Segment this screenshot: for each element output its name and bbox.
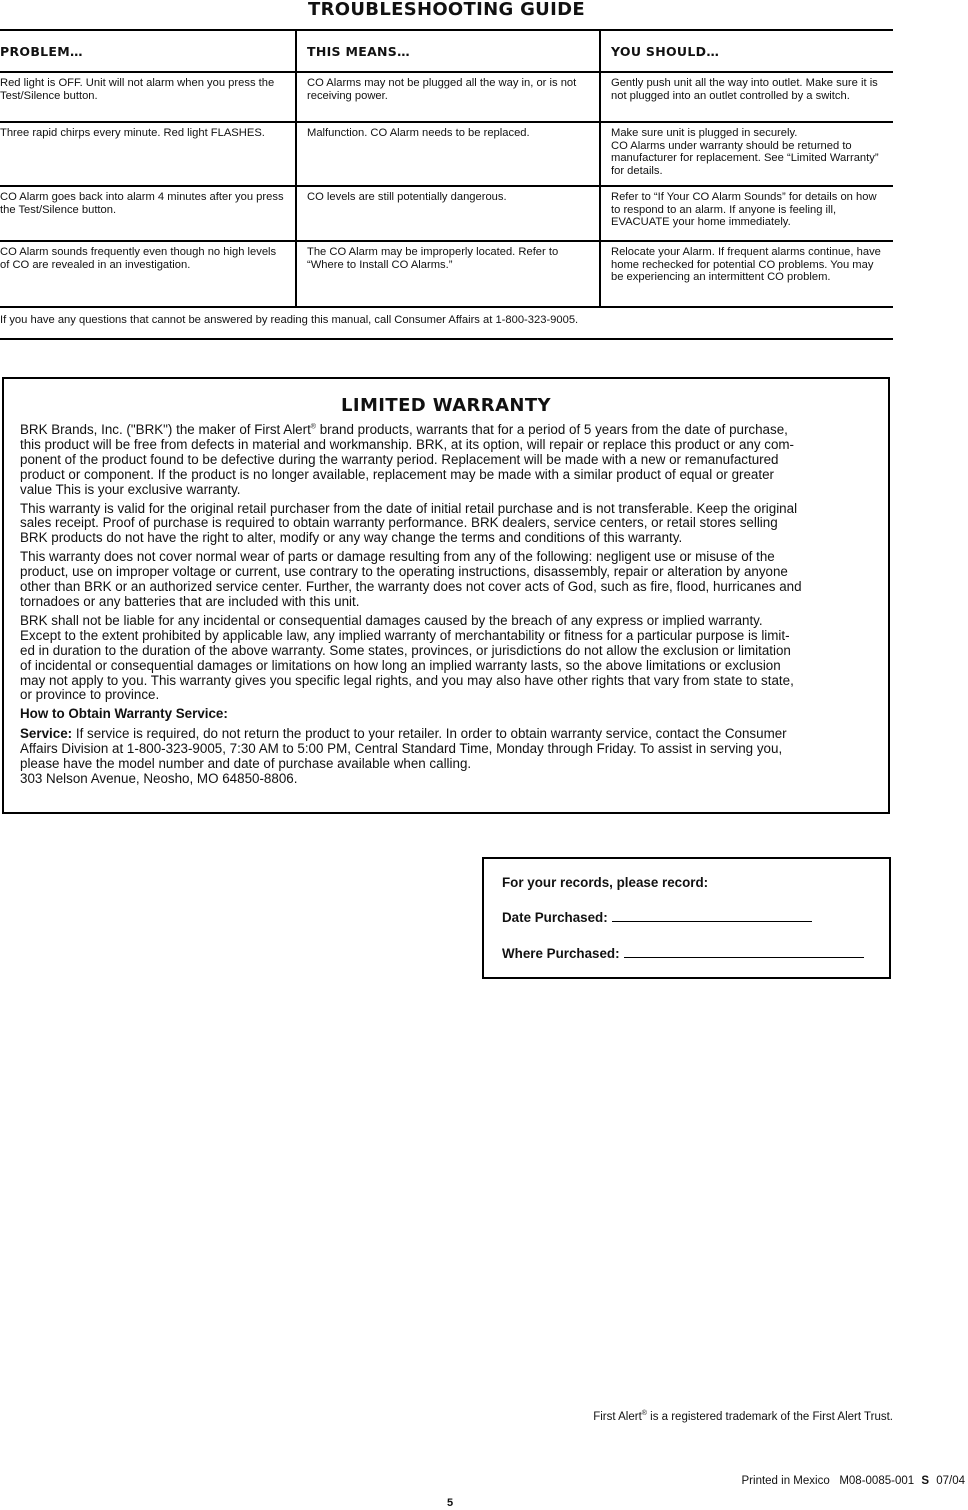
- problem-cell: Three rapid chirps every minute. Red light FLASHES.: [0, 122, 296, 186]
- trademark-brand: First Alert: [593, 1411, 642, 1423]
- troubleshooting-table: [0, 29, 893, 340]
- table-row: [0, 241, 893, 307]
- records-heading: For your records, please record:: [502, 875, 709, 890]
- print-date: 07/04: [936, 1475, 965, 1487]
- print-info: [742, 1475, 965, 1487]
- warranty-service-paragraph: [20, 727, 872, 787]
- table-row: [0, 186, 893, 241]
- problem-cell: CO Alarm sounds frequently even though no high levels of CO are revealed in an investigation.: [0, 241, 296, 307]
- where-purchased-blank[interactable]: [624, 945, 864, 958]
- registered-mark: ®: [310, 423, 316, 431]
- service-label: Service:: [20, 726, 73, 742]
- table-footer-row: [0, 307, 893, 339]
- date-purchased-label: Date Purchased:: [502, 910, 608, 925]
- printed-in: Printed in Mexico: [741, 1475, 830, 1487]
- warranty-paragraph-3: This warranty does not cover normal wear of parts or damage resulting from any of the following: negligent use or misuse of the product, use on improper voltage or current, use contrary to the operating instructions, disassembly, repair or alteration by anyone other than BRK or an authorized service center. Further, the warranty does not cover acts of God, such as fire, flood, hurricanes and tornadoes or any batteries that are included with this unit.: [20, 549, 802, 609]
- warranty-p1-start: BRK Brands, Inc. ("BRK") the maker of First Alert: [20, 422, 311, 437]
- limited-warranty-box: [2, 377, 890, 814]
- trademark-notice: [593, 1411, 893, 1423]
- table-row: [0, 72, 893, 122]
- s-mark: S: [921, 1475, 930, 1487]
- action-cell: Relocate your Alarm. If frequent alarms continue, have home rechecked for potential CO problems. You may be experiencing an intermittent CO problem.: [600, 241, 893, 307]
- table-row: [0, 122, 893, 186]
- registered-mark: ®: [641, 1410, 647, 1418]
- warranty-paragraph-1: [20, 423, 872, 498]
- table-footer-note: If you have any questions that cannot be answered by reading this manual, call Consumer Affairs at 1-800-323-9005.: [0, 314, 579, 326]
- service-text: If service is required, do not return the product to your retailer. In order to obtain warranty service, contact the Consumer Affairs Division at 1-800-323-9005, 7:30 AM to 5:00 PM, Central Standard Time, Monday through Friday. To assist in serving you, please have the model number and date of purchase available when calling. 303 Nelson Avenue, Neosho, MO 64850-8806.: [20, 726, 787, 786]
- document-code: M08-0085-001: [839, 1475, 915, 1487]
- date-purchased-blank[interactable]: [612, 909, 812, 922]
- trademark-text: is a registered trademark of the First Alert Trust.: [646, 1411, 893, 1423]
- problem-cell: CO Alarm goes back into alarm 4 minutes after you press the Test/Silence button.: [0, 186, 296, 241]
- warranty-paragraph-2: This warranty is valid for the original retail purchaser from the date of initial retail purchase and is not transferable. Keep the original sales receipt. Proof of purchase is required to obtain warranty performance. BRK dealers, service centers, or retail stores selling BRK products do not have the right to alter, modify or any way change the terms and conditions of this warranty.: [20, 500, 798, 546]
- header-you-should: YOU SHOULD…: [600, 30, 893, 72]
- meaning-cell: Malfunction. CO Alarm needs to be replaced.: [296, 122, 600, 186]
- meaning-cell: CO levels are still potentially dangerous.: [296, 186, 600, 241]
- table-header-row: [0, 30, 893, 72]
- purchase-records-box: [482, 857, 891, 979]
- warranty-title: LIMITED WARRANTY: [341, 395, 551, 416]
- meaning-cell: CO Alarms may not be plugged all the way in, or is not receiving power.: [296, 72, 600, 122]
- where-purchased-label: Where Purchased:: [502, 946, 620, 961]
- header-problem: PROBLEM…: [0, 30, 296, 72]
- action-cell: Gently push unit all the way into outlet. Make sure it is not plugged into an outlet controlled by a switch.: [600, 72, 893, 122]
- action-cell: Make sure unit is plugged in securely. CO Alarms under warranty should be returned to manufacturer for replacement. See “Limited Warranty” for details.: [600, 122, 893, 186]
- action-cell: Refer to “If Your CO Alarm Sounds” for details on how to respond to an alarm. If anyone is feeling ill, EVACUATE your home immediately.: [600, 186, 893, 241]
- header-this-means: THIS MEANS…: [296, 30, 600, 72]
- warranty-service-heading: How to Obtain Warranty Service:: [20, 706, 228, 722]
- date-purchased-row: [502, 909, 812, 925]
- warranty-p1-rest: brand products, warrants that for a period of 5 years from the date of purchase, this product will be free from defects in material and workmanship. BRK, at its option, will repair or replace this product or any com- ponent of the product found to be defective during the warranty period. Replacement will be made with a new or remanufactured product or component. If the product is no longer available, replacement may be made with a similar product of equal or greater value This is your exclusive warranty.: [20, 422, 795, 497]
- problem-cell: Red light is OFF. Unit will not alarm when you press the Test/Silence button.: [0, 72, 296, 122]
- meaning-cell: The CO Alarm may be improperly located. Refer to “Where to Install CO Alarms.”: [296, 241, 600, 307]
- warranty-paragraph-4: BRK shall not be liable for any incidental or consequential damages caused by the breach of any express or implied warranty. Except to the extent prohibited by applicable law, any implied warranty of merchantability or fitness for a particular purpose is limit- ed in duration to the duration of the above warranty. Some states, provinces, or jurisdictions do not allow the exclusion or limitation of incidental or consequential damages or limitations on how long an implied warranty lasts, so the above limitations or exclusion may not apply to you. This warranty gives you specific legal rights, and you may also have other rights that vary from state to state, or province to province.: [20, 612, 794, 703]
- page-number: 5: [446, 1497, 454, 1509]
- where-purchased-row: [502, 945, 864, 961]
- troubleshooting-title: TROUBLESHOOTING GUIDE: [308, 0, 585, 20]
